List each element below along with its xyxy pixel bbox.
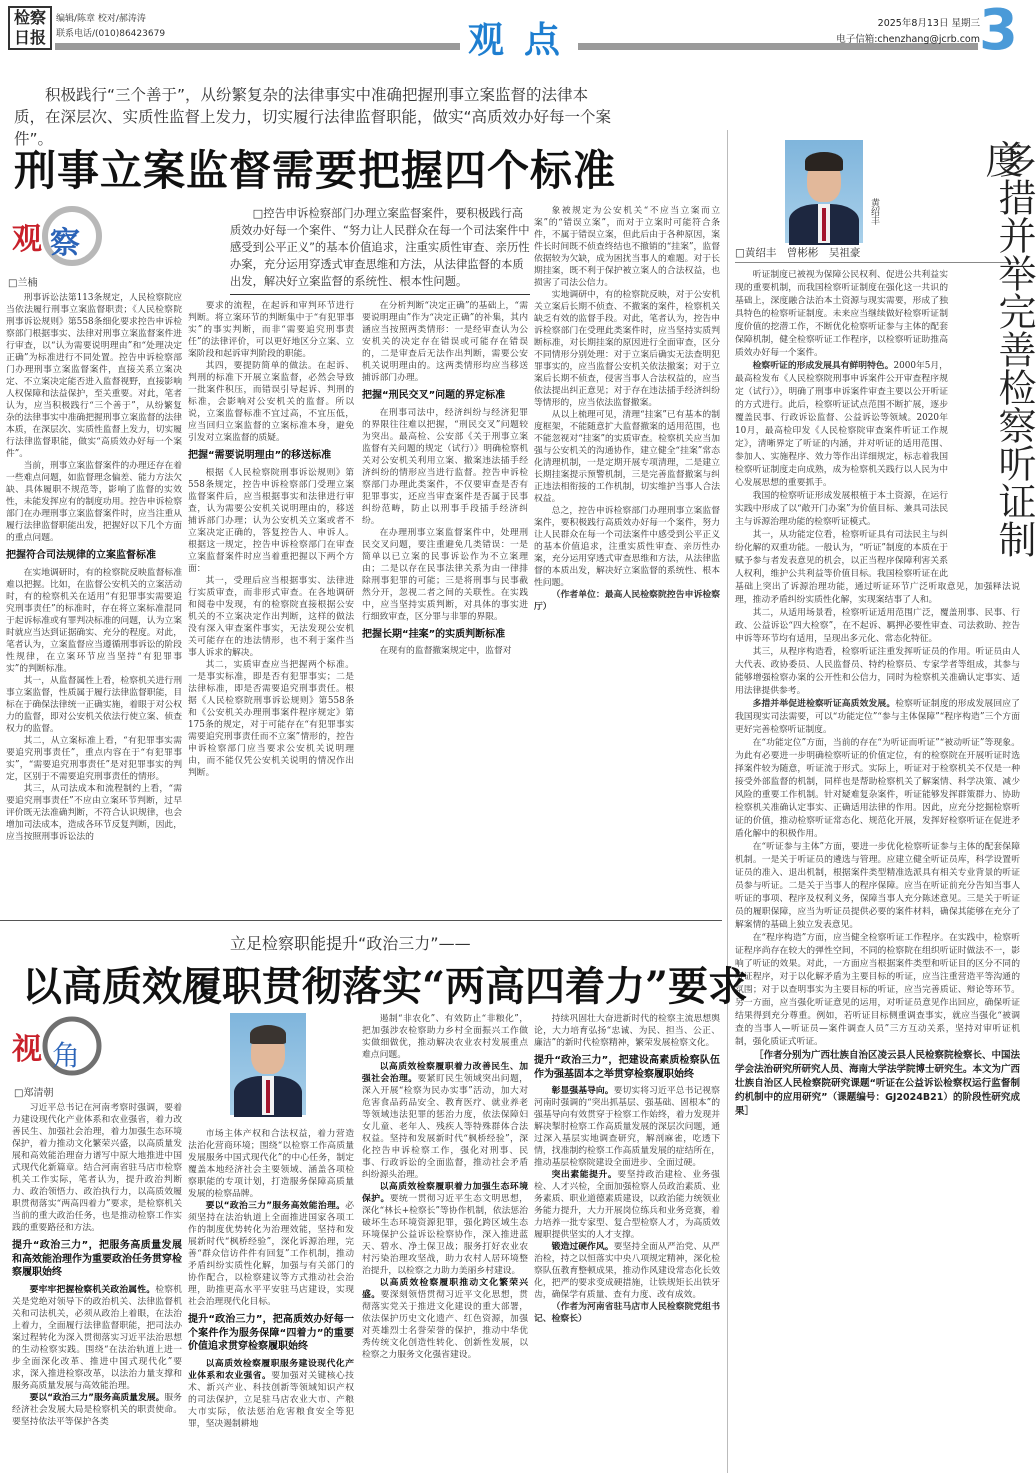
article3-column-2	[188, 1128, 354, 1430]
section-heading: 提升“政治三力”，把高质效办好每一个案件作为服务保障“四着力”的重要价值追求贯穿检察履职始终	[188, 1314, 354, 1352]
paragraph: 要求的流程，在起诉和审判环节进行判断。将立案环节的判断集中于“有犯罪事实”的事实判断，而非“需要追究刑事责任”的法律评价，可以更好地区分立案、立案阶段和起诉审判阶段的职能。	[188, 301, 354, 359]
paragraph-text: 检察机关是党绝对领导下的政治机关、法律监督机关和司法机关，必须从政治上着眼，在法治上着力，全面履行法律监督职能，把司法办案过程转化为深入贯彻落实习近平法治思想的生动检察实践。围绕“在法治轨道上进一步全面深化改革、推进中国式现代化”要求，深入推进检察改革，以法治力量支撑和服务高质量发展与高效能治理。	[12, 1284, 182, 1391]
paragraph: 在实地调研时，有的检察院反映监督标准难以把握。比如，在监督公安机关的立案活动时，有的检察机关在适用“有犯罪事实需要追究刑事责任”的标准时，存在将立案标准混同于起诉标准或有罪判决标准的问题，认为立案时就应当达到证据确实、充分的程度。对此，笔者认为，立案监督应当遵循刑事诉讼的阶段性规律，在立案环节应当坚持“有犯罪事实”的判断标准。	[6, 567, 182, 674]
newspaper-logo: 检察 日报	[8, 6, 52, 50]
paragraph: 其一，从功能定位看，检察听证具有司法民主与纠纷化解的双重功能。一般认为，“听证”制度的本质在于赋予参与者发表意见的机会，以正当程序保障利害关系人权利，维护公共利益等价值目标。我国检察听证在此基础上突出了诉源治理功能，通过听证环节广泛听取意见，加强释法说理，推动矛盾纠纷实质性化解，实现案结事了人和。	[735, 530, 1020, 605]
paragraph-lead: 检察听证的形成发展具有鲜明特色。	[752, 361, 894, 371]
paragraph-text: 要坚持全面从严治党、从严治检，持之以恒落实中央八项规定精神，深化检察队伍教育整顿成果，推动作风建设常态化长效化，把严的要求变成硬措施，让铁规矩长出铁牙齿，确保学有质量、查有力度、改有成效。	[534, 1242, 720, 1300]
paragraph: 听证制度已被视为保障公民权利、促进公共利益实现的重要机制，而我国检察听证制度在强化这一共识的基础上，深度融合法治本土资源与现实需要，形成了独具特色的检察听证制度。未来应当继续做好检察听证制度价值的挖潜工作，不断优化检察听证参与主体的配套保障机制，健全检察听证工作程序，以检察听证助推高质效办好每一个案件。	[735, 270, 948, 358]
article1-column-2	[188, 300, 354, 779]
article3-title: 以高质效履职贯彻落实“两高四着力”要求	[22, 963, 749, 1010]
paragraph-text: 要坚持政治建检、业务强检、人才兴检，全面加强检察人员政治素质、业务素质、职业道德素质建设，以政治能力统领业务能力提升，大力开展岗位练兵和业务竞赛，着力培养一批专家型、复合型检察人才，为高质效履职提供坚实的人才支撑。	[534, 1170, 720, 1240]
page-number: 3	[979, 0, 1018, 63]
paragraph: 其一，从监督属性上看，检察机关进行刑事立案监督，性质属于履行法律监督职能，目标在于确保法律统一正确实施，着眼于对公权力的监督，即对公安机关依法行使立案、侦查权力的监督。	[6, 675, 182, 734]
paragraph	[188, 1200, 354, 1308]
section-heading: 把握“刑民交叉”问题的界定标准	[362, 390, 506, 401]
paragraph: 实地调研中，有的检察院反映，对于公安机关立案后长期不侦查、不撤案的案件，检察机关缺乏有效的监督手段。对此，笔者认为，控告申诉检察部门在受理此类案件时，应当坚持实质判断标准，对长期挂案的原因进行全面审查，区分不同情形分别处理：对于立案后确实无法查明犯罪事实的，应当监督公安机关依法撤案；对于立案后长期不侦查，侵害当事人合法权益的，应当依法提出纠正意见；对于存在违法插手经济纠纷等情形的，应当依法监督撤案。	[534, 290, 720, 408]
paragraph: 在“功能定位”方面，当前的存在“为听证而听证”“被动听证”等现象。为此有必要进一步明确检察听证的价值定位，有的检察院在开展听证时选择案件较为随意，听证流于形式。实际上，听证对于检察机关不仅是一种接受外部监督的机制，同样也是帮助检察机关了解案情、科学决策、减少风险的重要工作机制。针对疑难复杂案件，听证能够发挥群策群力、协助检察机关准确认定事实、正确适用法律的作用。因此，应充分挖掘检察听证的价值，推动检察听证常态化、规范化开展，发挥好检察听证在促进矛盾化解中的积极作用。	[735, 738, 1020, 839]
svg-text:角: 角	[52, 1039, 81, 1072]
header-bar-left	[55, 43, 460, 50]
article1-title: 刑事立案监督需要把握四个标准	[14, 146, 617, 195]
paragraph	[534, 1169, 720, 1241]
paragraph	[362, 1277, 528, 1361]
section-heading: 把握符合司法规律的立案监督标准	[6, 550, 156, 561]
paragraph: 总之，控告申诉检察部门办理刑事立案监督案件，要积极践行高质效办好每一个案件，努力让人民群众在每一个司法案件中感受到公平正义的基本价值追求，注重实质性审查、亲历性办案，充分运用穿透式审查思维和方法，从法律监督的本质出发，解决好立案监督的系统性、根本性问题。	[534, 506, 720, 588]
column-logo-observe	[10, 205, 110, 271]
article3-author: □郑清朝	[14, 1088, 54, 1099]
column-divider	[727, 130, 728, 1473]
author-photo	[230, 1013, 306, 1115]
svg-text:视: 视	[12, 1032, 42, 1067]
article1-author: □兰楠	[8, 278, 38, 289]
article1-lead: 积极践行“三个善于”，从纷繁复杂的法律事实中准确把握刑事立案监督的法律本质，在深层次、实质性监督上发力，切实履行法律监督职能，做实“高质效办好每一个案件”。	[14, 86, 612, 148]
paragraph	[12, 1392, 182, 1428]
paragraph-lead: 以高质效检察履职服务建设现代化产业体系和农业强省。	[188, 1358, 354, 1381]
paragraph: 当前，刑事立案监督案件的办理还存在着一些难点问题，如监督理念偏差、能力方法欠缺、具体履职不规范等，影响了监督的实效性，未能发挥应有的制度功用。控告申诉检察部门在办理刑事立案监督案件时，应当注重从履行法律监督职能出发，把握好以下几个方面的重点问题。	[6, 461, 182, 543]
paragraph: 在“听证参与主体”方面，要进一步优化检察听证参与主体的配套保障机制。一是关于听证员的遴选与管理。应建立健全听证员库，科学设置听证员的准入、退出机制，根据案件类型精准选派具有相关专业背景的听证员参与听证。二是关于当事人的程序保障。应当在听证前充分告知当事人听证的事项、程序及权利义务，保障当事人充分陈述意见。三是关于听证员的履职保障，应当为听证员提供必要的案件材料，确保其能够在充分了解案情的基础上独立发表意见。	[735, 842, 1020, 930]
article3-column-3	[362, 1013, 528, 1361]
paragraph: 市场主体产权和合法权益，着力营造法治化营商环境；围绕“以检察工作高质量发展服务中国式现代化”的中心任务，制定覆盖本地经济社会主要领域、涵盖各项检察职能的专项计划，打造服务保障高质量发展的检察品牌。	[188, 1129, 354, 1199]
paragraph-lead: 突出素能提升。	[551, 1170, 618, 1180]
date-info	[836, 16, 980, 48]
article2	[735, 130, 1036, 1119]
article1-column-1	[6, 292, 182, 843]
paragraph: 遏制“非农化”、有效防止“非粮化”，把加强涉农检察助力乡村全面振兴工作做实做细做优，推动解决农业农村发展重点难点问题。	[362, 1014, 528, 1060]
paragraph-text: 2000年5月，最高检发布《人民检察院刑事申诉案件公开审查程序规定（试行）》，明确了刑事申诉案件审查主要以公开听证的方式进行。此后，检察听证试点范围不断扩展，逐步覆盖民事、行政诉讼监督、公益诉讼等领域。2020年10月，最高检印发《人民检察院审查案件听证工作规定》，清晰界定了听证的内涵，并对听证的适用范围、参加人、实施程序、效力等作出详细规定，标志着我国检察听证制度走向成熟，成为检察机关践行以人民为中心发展思想的重要抓手。	[735, 361, 948, 488]
article2-title: 多措并举完善检察听证制度	[979, 140, 1036, 558]
paragraph: 在刑事司法中，经济纠纷与经济犯罪的界限往往难以把握，“刑民交叉”问题较为突出。最高检、公安部《关于刑事立案监督有关问题的规定（试行）》明确检察机关对公安机关利用立案、撤案违法插手经济纠纷的情形应当进行监督。控告申诉检察部门办理此类案件，不仅要审查是否有犯罪事实，还应当审查案件是否属于民事纠纷范畴，防止以刑事手段插手经济纠纷。	[362, 407, 528, 526]
paragraph-text: 要切实将习近平总书记视察河南时强调的“突出抓基层、强基础、固根本”的强基导向有效贯穿于检察工作始终，着力发现并解决掣肘检察工作高质量发展的深层次问题，通过深入基层实地调查研究，解剖麻雀，吃透下情，找准制约检察工作高质量发展的症结所在，推动基层检察院建设全面进步、全面过硬。	[534, 1086, 720, 1168]
author-note: ［作者分别为广西壮族自治区凌云县人民检察院检察长、中国法学会法治研究所研究人员、海南大学法学院博士研究生。本文为广西壮族自治区人民检察院研究课题“听证在公益诉讼检察权运行监督制约机制中的应用研究”（课题编号：GJ2024B21）的阶段性研究成果］	[735, 1050, 1021, 1117]
paragraph: 根据《人民检察院刑事诉讼规则》第558条规定，控告申诉检察部门受理立案监督案件后，应当根据事实和法律进行审查，认为需要公安机关说明理由的，移送捕诉部门办理；认为公安机关立案或者不立案决定正确的，答复控告人、申诉人。根据这一规定，控告申诉检察部门在审查立案监督案件时应当着重把握以下两个方面：	[188, 467, 354, 574]
paragraph: 习近平总书记在河南考察时强调，要着力建设现代化产业体系和农业强省，着力改善民生、加强社会治理，着力加强生态环境保护，着力推动文化繁荣兴盛，以高质量发展和高效能治理奋力谱写中原大地推进中国式现代化新篇章。结合河南省驻马店市检察机关工作实际，笔者认为，提升政治判断力、政治领悟力、政治执行力，以高质效履职贯彻落实“两高四着力”要求，是检察机关当前的重大政治任务，也是推动检察工作实践的重要路径和方法。	[12, 1103, 182, 1233]
svg-text:察: 察	[50, 226, 80, 261]
paragraph: 刑事诉讼法第113条规定，人民检察院应当依法履行刑事立案监督职责；《人民检察院刑事诉讼规则》第558条细化要求控告申诉检察部门根据事实、法律对刑事立案监督案件进行审查，以“认为需要说明理由”和“处理决定正确”为标准进行不同处置。控告申诉检察部门办理刑事立案监督案件，直接关系立案决定、不立案决定能否进入监督视野，直接影响人权保障和法益保护，至关重要。对此，笔者认为，应当积极践行“三个善于”，从纷繁复杂的法律事实中准确把握刑事立案监督的法律本质，在深层次、实质性监督上发力，切实履行法律监督职能，做实“高质效办好每一个案件”。	[6, 293, 182, 459]
paragraph-text: 检察听证制度的形成发展回应了我国现实司法需要，可以“功能定位”“参与主体保障”“程序构造”三个方面更好完善检察听证制度。	[735, 699, 1020, 735]
paragraph: 象被规定为公安机关“不应当立案而立案”的“错误立案”，而对于立案时可能符合条件，不属于错误立案，但此后由于各种原因，案件长时间既不侦查终结也不撤销的“挂案”，监督依据较为欠缺，成为困扰当事人的难题。对于长期挂案，既不利于保护被立案人的合法权益，也损害了司法公信力。	[534, 206, 720, 288]
author-note: （作者单位：最高人民检察院控告申诉检察厅）	[534, 590, 720, 612]
paragraph-lead: 要以“政治三力”服务高质量发展。	[29, 1392, 165, 1403]
paragraph-lead: 多措并举促进检察听证高质效发展。	[752, 699, 896, 709]
column-logo-perspective	[10, 1015, 110, 1081]
paragraph-lead: 彰显强基导向。	[551, 1086, 614, 1096]
article2-photo-block	[735, 130, 1020, 245]
section-heading: 把握“需要说明理由”的移送标准	[188, 450, 332, 461]
paragraph: 从以上梳理可见，清理“挂案”已有基本的制度框架，不能随意扩大监督撤案的适用范围，也不能忽视对“挂案”的实质审查。检察机关应当加强与公安机关的沟通协作，建立健全“挂案”常态化清理机制，一是定期开展专项清理，二是建立长期挂案提示预警机制，三是完善监督撤案与纠正违法相衔接的工作机制，切实维护当事人合法权益。	[534, 410, 720, 504]
paragraph-lead: 以高质效检察履职推动文化繁荣兴盛。	[362, 1278, 528, 1300]
paragraph: 持续巩固壮大奋进新时代的检察主流思想舆论，大力培育弘扬“忠诚、为民、担当、公正、廉洁”的新时代检察精神，繁荣发展检察文化。	[534, 1014, 720, 1048]
paragraph	[362, 1181, 528, 1277]
paragraph	[735, 698, 1020, 737]
observe-logo-icon	[10, 205, 110, 267]
paragraph: 我国的检察听证形成发展根植于本土资源，在运行实践中形成了以“敞开门办案”为价值目标、兼具司法民主与诉源治理功能的检察听证模式。	[735, 491, 948, 527]
section-heading: 提升“政治三力”，把建设高素质检察队伍作为强基固本之举贯穿检察履职始终	[534, 1055, 720, 1080]
photo-caption: 黄绍丰	[869, 198, 879, 225]
section-heading: 提升“政治三力”，把服务高质量发展和高效能治理作为重要政治任务贯穿检察履职始终	[12, 1240, 182, 1278]
paragraph-text: 要加强对关键核心技术、新兴产业、科技创新等领域知识产权的司法保护，立足驻马店农业大市、产粮大市实际，依法惩治危害粮食安全等犯罪，坚决遏制耕地	[188, 1370, 354, 1429]
article3-column-4	[534, 1013, 720, 1325]
paragraph: 其一，受理后应当根据事实、法律进行实质审查，而非形式审查。在各地调研和阅卷中发现，有的检察院直接根据公安机关的不立案决定作出判断，这样的做法没有深入审查案件事实，无法发现公安机关可能存在的违法情形，也不利于案件当事人诉求的解决。	[188, 575, 354, 658]
author-photo	[785, 140, 863, 243]
paragraph: 其二，从立案标准上看，“有犯罪事实需要追究刑事责任”，重点内容在于“有犯罪事实”，“需要追究刑事责任”是对犯罪事实的判定，区别于不需要追究刑事责任的情形。	[6, 735, 182, 782]
article3-subtitle: 立足检察职能提升“政治三力”——	[230, 934, 471, 953]
perspective-logo-icon	[10, 1015, 110, 1077]
paragraph-text: 要紧盯民生领域突出问题，深入开展“检察为民办实事”活动，加大对危害食品药品安全、教育医疗、就业养老等领域违法犯罪的惩治力度，依法保障妇女儿童、老年人、残疾人等特殊群体合法权益。坚持和发展新时代“枫桥经验”，深化控告申诉检察工作，强化对刑事、民事、行政诉讼的全面监督，推动社会矛盾纠纷源头治理。	[362, 1074, 528, 1180]
article1-column-3	[362, 300, 528, 657]
svg-text:观: 观	[12, 222, 42, 257]
email-line: 电子信箱:chenzhang@jcrb.com	[836, 34, 980, 45]
paragraph: 其二，实质审查应当把握两个标准。一是事实标准，即是否有犯罪事实；二是法律标准，即是否需要追究刑事责任。根据《人民检察院刑事诉讼规则》第558条和《公安机关办理刑事案件程序规定》第175条的规定，对于可能存在“有犯罪事实需要追究刑事责任而不立案”情形的，控告申诉检察部门应当要求公安机关说明理由，而不能仅凭公安机关说明的情况作出判断。	[188, 659, 354, 778]
paragraph: 在“程序构造”方面，应当健全检察听证工作程序。在实践中，检察听证程序尚存在较大的弹性空间，不同的检察院在组织听证时做法不一，影响了听证的效果。对此，一方面应当根据案件类型和听证目的区分不同的听证程序，对于以化解矛盾为主要目标的听证，应当注重营造平等沟通的氛围；对于以查明事实为主要目标的听证，应当完善质证、辩论等环节。另一方面，应当强化听证意见的运用，对听证员意见作出回应，确保听证结果得到充分尊重。例如，若听证目标侧重调查事实，就应当强化“被调查的当事人—听证员—案件调查人员”三方互动关系，坚持对审听证机制，强化质证式听证。	[735, 933, 1020, 1047]
paragraph	[12, 1284, 182, 1392]
paragraph-lead: 以高质效检察履职着力加强生态环境保护。	[362, 1182, 528, 1204]
section-heading: 把握长期“挂案”的实质判断标准	[362, 628, 506, 640]
paragraph	[188, 1358, 354, 1430]
section-title: 观点	[468, 20, 581, 61]
article3-column-1	[12, 1102, 182, 1428]
paragraph-text: 要统一贯彻习近平生态文明思想，深化“林长+检察长”等协作机制，依法惩治破坏生态环境资源犯罪，强化跨区域生态环境保护公益诉讼检察协作，深入推进蓝天、碧水、净土保卫战；服务打好农业农村污染治理攻坚战，助力农村人居环境整治提升，以检察之力助力美丽乡村建设。	[362, 1194, 528, 1276]
paragraph-lead: 要牢牢把握检察机关政治属性。	[29, 1284, 156, 1295]
paragraph: 其三，从司法成本和流程制约上看，“需要追究刑事责任”不应由立案环节判断，过早评价既无法准确判断，不符合认识规律，也会增加司法成本，造成各环节反复判断，因此，应当按照刑事诉讼法的	[6, 783, 182, 842]
editor-line: 编辑/陈章 校对/郝涛涛	[56, 14, 146, 24]
paragraph-text: 要深刻领悟贯彻习近平文化思想，贯彻落实党关于推进文化建设的重大部署，依法保护历史文化遗产、红色资源，加强对英雄烈士名誉荣誉的保护，推动中华优秀传统文化创造性转化、创新性发展，以检察之力服务文化强省建设。	[362, 1290, 528, 1360]
paragraph-text: 服务经济社会发展大局是检察机关的职责使命。要坚持依法平等保护各类	[12, 1392, 182, 1427]
paragraph	[534, 1085, 720, 1169]
paragraph	[534, 1241, 720, 1301]
issue-date: 2025年8月13日 星期三	[877, 18, 980, 29]
article1-column-4	[534, 205, 720, 613]
paragraph	[362, 1061, 528, 1181]
paragraph-lead: 锻造过硬作风。	[551, 1242, 614, 1252]
paragraph: 在分析判断“决定正确”的基础上，“需要说明理由”作为“决定正确”的补集，其内涵应当按照两类情形：一是经审查认为公安机关的决定存在错误或可能存在错误的，二是审查后无法作出判断，需要公安机关说明理由的。这两类情形均应当移送捕诉部门办理。	[362, 301, 528, 383]
paragraph: 其二，从适用场景看，检察听证适用范围广泛，覆盖刑事、民事、行政、公益诉讼“四大检察”，在不起诉、羁押必要性审查、司法救助、控告申诉等环节均有适用，呈现出多元化、常态化特征。	[735, 608, 1020, 644]
paragraph: 其三，从程序构造看，检察听证注重发挥听证员的作用。听证员由人大代表、政协委员、人民监督员、特约检察员、专家学者等组成，其参与能够增强检察办案的公开性和公信力，同时为检察机关准确认定事实、适用法律提供参考。	[735, 647, 1020, 696]
paragraph: 其四，要提防简单的做法。在起诉、判刑的标准下开展立案监督，必然会导致一批案件积压，而错误引导起诉、判刑的标准，会影响对公安机关的监督。所以说，立案监督标准不宜过高，不宜压低，应当回归立案监督的立案标准本身，避免引发对立案监督的质疑。	[188, 361, 354, 443]
paragraph-text: 必须坚持在法治轨道上全面推进国家各项工作的制度优势转化为治理效能，坚持和发展新时代“枫桥经验”，深化诉源治理，完善“群众信访件件有回复”工作机制，推动矛盾纠纷实质性化解，加强与有关部门的协作配合，以检察建议等方式推动社会治理，助推更高水平平安驻马店建设，实现社会治理现代化目标。	[188, 1201, 354, 1307]
paragraph-lead: 要以“政治三力”服务高效能治理。	[205, 1201, 346, 1211]
masthead-info	[56, 12, 165, 42]
paragraph-lead: 以高质效检察履职着力改善民生、加强社会治理。	[362, 1062, 528, 1084]
author-note: （作者为河南省驻马店市人民检察院党组书记、检察长）	[534, 1302, 720, 1324]
section-divider	[0, 920, 722, 921]
paragraph: 在办理刑事立案监督案件中，处理刑民交叉问题，要注重避免几类错误：一是简单以已立案的民事诉讼作为不立案理由；二是以存在民事法律关系为由一律排除刑事犯罪的可能；三是将刑事与民事截然分开，忽视二者之间的关联性。在实践中，应当坚持实质判断，对具体的事实进行细致审查，区分罪与非罪的界限。	[362, 527, 528, 622]
phone-line: 联系电话/(010)86423679	[56, 29, 166, 39]
article2-authors: □黄绍丰 曾彬彬 吴祖豪	[735, 245, 1020, 263]
paragraph: 在现有的监督撤案规定中，监督对	[379, 646, 512, 656]
article1-abstract: □控告申诉检察部门办理立案监督案件，要积极践行高质效办好每一个案件、“努力让人民群众在每一个司法案件中感受到公平正义”的基本价值追求，注重实质性审查、亲历性办案，充分运用穿透式审查思维和方法，从法律监督的本质出发，解决好立案监督的系统性、根本性问题。	[230, 205, 530, 295]
